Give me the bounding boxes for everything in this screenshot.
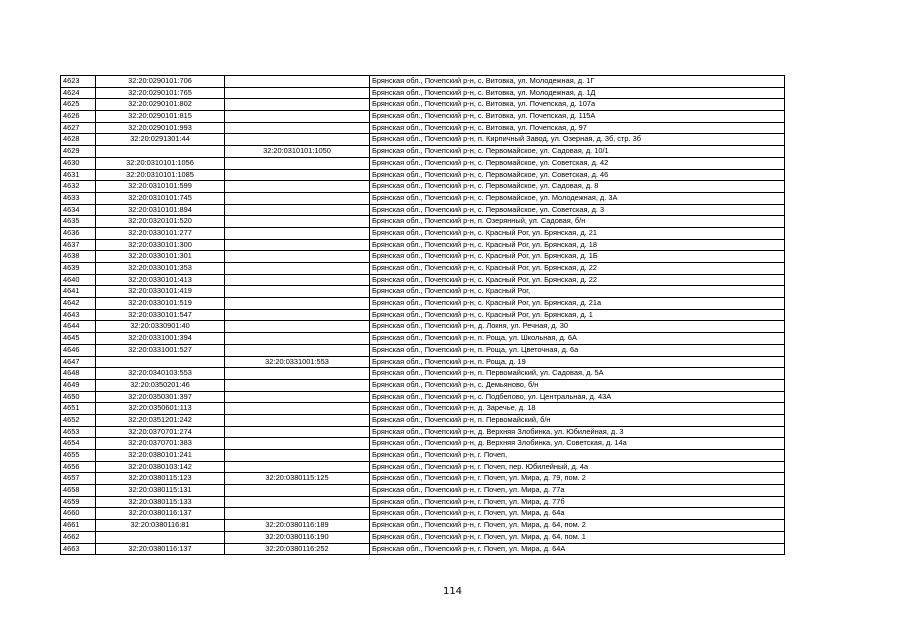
address-cell: Брянская обл., Почепский р-н, с. Первомайское, ул. Садовая, д. 10/1 [370, 146, 785, 158]
cadastral-number-cell: 32:20:0340103:553 [96, 368, 225, 380]
cadastral-number-cell: 32:20:0380115:133 [96, 496, 225, 508]
cadastral-number-cell: 32:20:0380115:131 [96, 485, 225, 497]
row-number-cell: 4632 [61, 181, 96, 193]
cadastral-number-cell: 32:20:0290101:815 [96, 111, 225, 123]
row-number-cell: 4654 [61, 438, 96, 450]
related-cadastral-number-cell [225, 321, 370, 333]
related-cadastral-number-cell [225, 192, 370, 204]
address-cell: Брянская обл., Почепский р-н, п. Первомайский, б/н [370, 414, 785, 426]
related-cadastral-number-cell [225, 496, 370, 508]
cadastral-number-cell: 32:20:0350301:397 [96, 391, 225, 403]
row-number-cell: 4644 [61, 321, 96, 333]
table-row [61, 87, 785, 99]
related-cadastral-number-cell [225, 344, 370, 356]
cadastral-number-cell: 32:20:0310101:745 [96, 192, 225, 204]
table-row [61, 122, 785, 134]
cadastral-number-cell: 32:20:0330101:353 [96, 263, 225, 275]
address-cell: Брянская обл., Почепский р-н, с. Красный Рог, ул. Брянская, д. 22 [370, 263, 785, 275]
row-number-cell: 4630 [61, 157, 96, 169]
cadastral-number-cell: 32:20:0330101:300 [96, 239, 225, 251]
address-cell: Брянская обл., Почепский р-н, г. Почеп, пер. Юбилейный, д. 4а [370, 461, 785, 473]
cadastral-number-cell: 32:20:0330101:419 [96, 286, 225, 298]
cadastral-number-cell: 32:20:0330901:40 [96, 321, 225, 333]
address-cell: Брянская обл., Почепский р-н, д. Верхняя Злобинка, ул. Юбилейная, д. 3 [370, 426, 785, 438]
address-cell: Брянская обл., Почепский р-н, с. Витовка, ул. Молодежная, д. 1Г [370, 76, 785, 88]
address-cell: Брянская обл., Почепский р-н, с. Витовка, ул. Почепская, д. 97 [370, 122, 785, 134]
address-cell: Брянская обл., Почепский р-н, с. Красный Рог, ул. Брянская, д. 18 [370, 239, 785, 251]
table-row [61, 438, 785, 450]
table-row [61, 111, 785, 123]
row-number-cell: 4631 [61, 169, 96, 181]
cadastral-number-cell: 32:20:0290101:993 [96, 122, 225, 134]
cadastral-number-cell [96, 531, 225, 543]
row-number-cell: 4625 [61, 99, 96, 111]
table-row [61, 298, 785, 310]
related-cadastral-number-cell [225, 309, 370, 321]
row-number-cell: 4660 [61, 508, 96, 520]
row-number-cell: 4650 [61, 391, 96, 403]
address-cell: Брянская обл., Почепский р-н, г. Почеп, ул. Мира, д. 64А [370, 543, 785, 555]
cadastral-number-cell: 32:20:0290101:765 [96, 87, 225, 99]
row-number-cell: 4635 [61, 216, 96, 228]
related-cadastral-number-cell [225, 333, 370, 345]
related-cadastral-number-cell: 32:20:0380116:189 [225, 520, 370, 532]
related-cadastral-number-cell: 32:20:0380116:252 [225, 543, 370, 555]
cadastral-number-cell: 32:20:0380103:142 [96, 461, 225, 473]
related-cadastral-number-cell [225, 461, 370, 473]
address-cell: Брянская обл., Почепский р-н, с. Первомайское, ул. Советская, д. 42 [370, 157, 785, 169]
address-cell: Брянская обл., Почепский р-н, с. Подбелово, ул. Центральная, д. 43А [370, 391, 785, 403]
related-cadastral-number-cell [225, 379, 370, 391]
registry-table [60, 75, 785, 555]
row-number-cell: 4655 [61, 450, 96, 462]
row-number-cell: 4626 [61, 111, 96, 123]
related-cadastral-number-cell: 32:20:0380115:125 [225, 473, 370, 485]
row-number-cell: 4638 [61, 251, 96, 263]
table-row [61, 134, 785, 146]
related-cadastral-number-cell [225, 426, 370, 438]
address-cell: Брянская обл., Почепский р-н, п. Кирпичный Завод, ул. Озерная, д. 3б, стр. 3б [370, 134, 785, 146]
related-cadastral-number-cell [225, 274, 370, 286]
address-cell: Брянская обл., Почепский р-н, г. Почеп, [370, 450, 785, 462]
table-row [61, 309, 785, 321]
related-cadastral-number-cell [225, 286, 370, 298]
row-number-cell: 4641 [61, 286, 96, 298]
row-number-cell: 4663 [61, 543, 96, 555]
table-row [61, 391, 785, 403]
related-cadastral-number-cell [225, 181, 370, 193]
row-number-cell: 4646 [61, 344, 96, 356]
related-cadastral-number-cell [225, 134, 370, 146]
cadastral-number-cell [96, 146, 225, 158]
row-number-cell: 4639 [61, 263, 96, 275]
address-cell: Брянская обл., Почепский р-н, д. Заречье, д. 18 [370, 403, 785, 415]
row-number-cell: 4662 [61, 531, 96, 543]
address-cell: Брянская обл., Почепский р-н, п. Роща, ул. Цветочная, д. 6а [370, 344, 785, 356]
address-cell: Брянская обл., Почепский р-н, с. Первомайское, ул. Садовая, д. 8 [370, 181, 785, 193]
related-cadastral-number-cell [225, 368, 370, 380]
address-cell: Брянская обл., Почепский р-н, с. Витовка, ул. Молодежная, д. 1Д [370, 87, 785, 99]
row-number-cell: 4648 [61, 368, 96, 380]
row-number-cell: 4651 [61, 403, 96, 415]
table-row [61, 414, 785, 426]
table-row [61, 274, 785, 286]
table-row [61, 450, 785, 462]
page-number: 114 [442, 586, 463, 597]
table-row [61, 531, 785, 543]
row-number-cell: 4661 [61, 520, 96, 532]
related-cadastral-number-cell [225, 99, 370, 111]
row-number-cell: 4636 [61, 227, 96, 239]
address-cell: Брянская обл., Почепский р-н, п. Роща, ул. Школьная, д. 6А [370, 333, 785, 345]
address-cell: Брянская обл., Почепский р-н, с. Красный Рог, ул. Брянская, д. 21 [370, 227, 785, 239]
related-cadastral-number-cell [225, 239, 370, 251]
cadastral-number-cell: 32:20:0350601:113 [96, 403, 225, 415]
cadastral-number-cell: 32:20:0331001:394 [96, 333, 225, 345]
table-row [61, 169, 785, 181]
cadastral-number-cell: 32:20:0330101:277 [96, 227, 225, 239]
related-cadastral-number-cell [225, 227, 370, 239]
cadastral-number-cell: 32:20:0330101:413 [96, 274, 225, 286]
address-cell: Брянская обл., Почепский р-н, г. Почеп, ул. Мира, д. 64, пом. 1 [370, 531, 785, 543]
cadastral-number-cell: 32:20:0370701:274 [96, 426, 225, 438]
address-cell: Брянская обл., Почепский р-н, п. Первомайский, ул. Садовая, д. 5А [370, 368, 785, 380]
row-number-cell: 4657 [61, 473, 96, 485]
related-cadastral-number-cell: 32:20:0310101:1050 [225, 146, 370, 158]
row-number-cell: 4647 [61, 356, 96, 368]
row-number-cell: 4643 [61, 309, 96, 321]
address-cell: Брянская обл., Почепский р-н, с. Красный Рог, [370, 286, 785, 298]
address-cell: Брянская обл., Почепский р-н, п. Роща, д. 19 [370, 356, 785, 368]
row-number-cell: 4634 [61, 204, 96, 216]
table-row [61, 146, 785, 158]
cadastral-number-cell: 32:20:0310101:1085 [96, 169, 225, 181]
cadastral-number-cell: 32:20:0351201:242 [96, 414, 225, 426]
table-row [61, 239, 785, 251]
cadastral-number-cell: 32:20:0291301:44 [96, 134, 225, 146]
related-cadastral-number-cell [225, 111, 370, 123]
cadastral-number-cell: 32:20:0310101:599 [96, 181, 225, 193]
table-row [61, 251, 785, 263]
related-cadastral-number-cell [225, 403, 370, 415]
table-row [61, 321, 785, 333]
related-cadastral-number-cell [225, 87, 370, 99]
cadastral-number-cell: 32:20:0380116:137 [96, 543, 225, 555]
table-row [61, 496, 785, 508]
row-number-cell: 4627 [61, 122, 96, 134]
cadastral-number-cell: 32:20:0380101:241 [96, 450, 225, 462]
cadastral-number-cell [96, 356, 225, 368]
cadastral-number-cell: 32:20:0290101:802 [96, 99, 225, 111]
address-cell: Брянская обл., Почепский р-н, д. Верхняя Злобинка, ул. Советская, д. 14а [370, 438, 785, 450]
related-cadastral-number-cell [225, 122, 370, 134]
table-row [61, 204, 785, 216]
address-cell: Брянская обл., Почепский р-н, с. Красный Рог, ул. Брянская, д. 1Б [370, 251, 785, 263]
table-row [61, 520, 785, 532]
row-number-cell: 4658 [61, 485, 96, 497]
address-cell: Брянская обл., Почепский р-н, с. Красный Рог, ул. Брянская, д. 1 [370, 309, 785, 321]
table-row [61, 99, 785, 111]
row-number-cell: 4640 [61, 274, 96, 286]
row-number-cell: 4659 [61, 496, 96, 508]
related-cadastral-number-cell [225, 251, 370, 263]
table-row [61, 263, 785, 275]
cadastral-number-cell: 32:20:0290101:706 [96, 76, 225, 88]
address-cell: Брянская обл., Почепский р-н, с. Витовка, ул. Почепская, д. 107а [370, 99, 785, 111]
cadastral-number-cell: 32:20:0320101:520 [96, 216, 225, 228]
row-number-cell: 4653 [61, 426, 96, 438]
row-number-cell: 4633 [61, 192, 96, 204]
related-cadastral-number-cell [225, 204, 370, 216]
row-number-cell: 4652 [61, 414, 96, 426]
table-row [61, 426, 785, 438]
address-cell: Брянская обл., Почепский р-н, п. Озерянный, ул. Садовая, б/н [370, 216, 785, 228]
table-row [61, 344, 785, 356]
table-row [61, 368, 785, 380]
related-cadastral-number-cell [225, 508, 370, 520]
related-cadastral-number-cell: 32:20:0331001:553 [225, 356, 370, 368]
related-cadastral-number-cell: 32:20:0380116:190 [225, 531, 370, 543]
row-number-cell: 4628 [61, 134, 96, 146]
address-cell: Брянская обл., Почепский р-н, г. Почеп, ул. Мира, д. 64а [370, 508, 785, 520]
address-cell: Брянская обл., Почепский р-н, с. Демьяново, б/н [370, 379, 785, 391]
table-row [61, 286, 785, 298]
cadastral-number-cell: 32:20:0370701:383 [96, 438, 225, 450]
cadastral-number-cell: 32:20:0330101:547 [96, 309, 225, 321]
address-cell: Брянская обл., Почепский р-н, г. Почеп, ул. Мира, д. 77б [370, 496, 785, 508]
row-number-cell: 4623 [61, 76, 96, 88]
table-row [61, 192, 785, 204]
related-cadastral-number-cell [225, 216, 370, 228]
cadastral-number-cell: 32:20:0310101:1056 [96, 157, 225, 169]
table-row [61, 333, 785, 345]
row-number-cell: 4624 [61, 87, 96, 99]
related-cadastral-number-cell [225, 391, 370, 403]
related-cadastral-number-cell [225, 157, 370, 169]
row-number-cell: 4637 [61, 239, 96, 251]
table-row [61, 356, 785, 368]
address-cell: Брянская обл., Почепский р-н, с. Первомайское, ул. Советская, д. 3 [370, 204, 785, 216]
row-number-cell: 4649 [61, 379, 96, 391]
address-cell: Брянская обл., Почепский р-н, с. Первомайское, ул. Молодежная, д. 3А [370, 192, 785, 204]
row-number-cell: 4656 [61, 461, 96, 473]
related-cadastral-number-cell [225, 438, 370, 450]
table-row [61, 485, 785, 497]
table-row [61, 227, 785, 239]
cadastral-number-cell: 32:20:0380115:123 [96, 473, 225, 485]
table-row [61, 157, 785, 169]
cadastral-number-cell: 32:20:0380116:137 [96, 508, 225, 520]
cadastral-number-cell: 32:20:0330101:519 [96, 298, 225, 310]
related-cadastral-number-cell [225, 169, 370, 181]
address-cell: Брянская обл., Почепский р-н, с. Витовка, ул. Почепская, д. 115А [370, 111, 785, 123]
address-cell: Брянская обл., Почепский р-н, с. Первомайское, ул. Советская, д. 46 [370, 169, 785, 181]
address-cell: Брянская обл., Почепский р-н, г. Почеп, ул. Мира, д. 77а [370, 485, 785, 497]
related-cadastral-number-cell [225, 485, 370, 497]
related-cadastral-number-cell [225, 263, 370, 275]
table-row [61, 473, 785, 485]
row-number-cell: 4642 [61, 298, 96, 310]
table-row [61, 461, 785, 473]
address-cell: Брянская обл., Почепский р-н, д. Локня, ул. Речная, д. 30 [370, 321, 785, 333]
table-row [61, 76, 785, 88]
table-row [61, 181, 785, 193]
row-number-cell: 4629 [61, 146, 96, 158]
cadastral-number-cell: 32:20:0350201:46 [96, 379, 225, 391]
address-cell: Брянская обл., Почепский р-н, с. Красный Рог, ул. Брянская, д. 22 [370, 274, 785, 286]
row-number-cell: 4645 [61, 333, 96, 345]
table-row [61, 403, 785, 415]
table-row [61, 543, 785, 555]
related-cadastral-number-cell [225, 76, 370, 88]
address-cell: Брянская обл., Почепский р-н, г. Почеп, ул. Мира, д. 79, пом. 2 [370, 473, 785, 485]
table-row [61, 379, 785, 391]
table-row [61, 216, 785, 228]
cadastral-number-cell: 32:20:0331001:527 [96, 344, 225, 356]
table-row [61, 508, 785, 520]
related-cadastral-number-cell [225, 414, 370, 426]
registry-table-body [61, 76, 785, 555]
related-cadastral-number-cell [225, 450, 370, 462]
cadastral-number-cell: 32:20:0380116:81 [96, 520, 225, 532]
related-cadastral-number-cell [225, 298, 370, 310]
cadastral-number-cell: 32:20:0310101:894 [96, 204, 225, 216]
address-cell: Брянская обл., Почепский р-н, г. Почеп, ул. Мира, д. 64, пом. 2 [370, 520, 785, 532]
cadastral-number-cell: 32:20:0330101:301 [96, 251, 225, 263]
address-cell: Брянская обл., Почепский р-н, с. Красный Рог, ул. Брянская, д. 21а [370, 298, 785, 310]
